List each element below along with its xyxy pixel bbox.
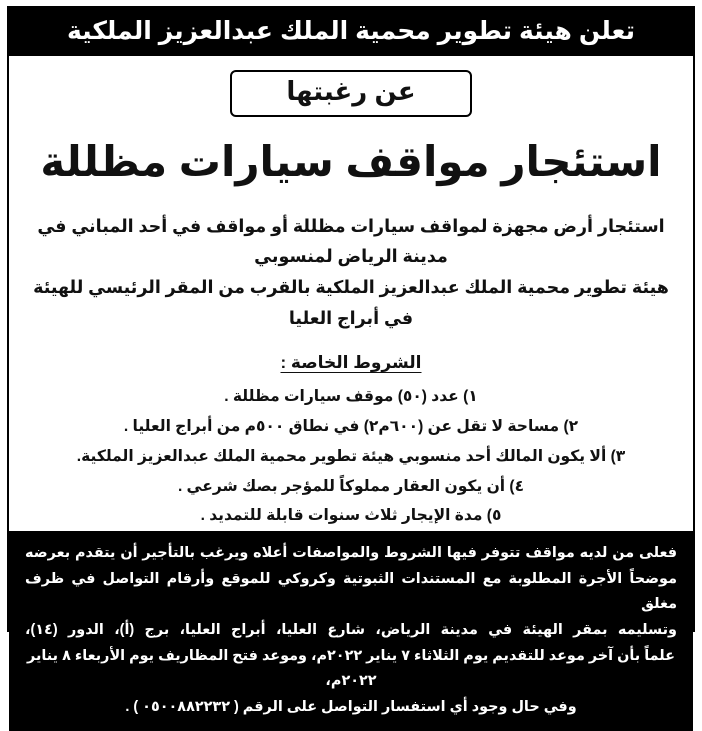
footer-line-1: فعلى من لديه مواقف تتوفر فيها الشروط والمواصفات أعلاه ويرغب بالتأجير أن يتقدم بعرضه [25,545,677,562]
footer-contact-line: وفي حال وجود أي استفسار التواصل على الرقم ( ٠٥٠٠٨٨٢٢٣٢ ) . [125,698,577,715]
conditions-title: الشروط الخاصة : [280,353,422,373]
description-line-2: هيئة تطوير محمية الملك عبدالعزيز الملكية بالقرب من المقر الرئيسي للهيئة في أبراج العليا [33,277,669,328]
advertisement-card [7,6,695,715]
list-item: ٤) أن يكون العقار مملوكاً للمؤجر بصك شرعي . [177,477,525,495]
conditions-list [9,382,693,531]
list-item: ١) عدد (٥٠) موقف سيارات مظللة . [224,388,478,406]
announcement-banner [9,8,693,56]
description-line-1: استئجار أرض مجهزة لمواقف سيارات مظللة أو مواقف في أحد المباني في مدينة الرياض لمنسوبي [37,215,665,267]
footer-instructions [9,531,693,730]
list-item: ٥) مدة الإيجار ثلاث سنوات قابلة للتمديد . [200,507,502,525]
wish-box-container [9,70,693,117]
footer-line-4: علماً بأن آخر موعد للتقديم يوم الثلاثاء ٧ يناير ٢٠٢٢م، وموعد فتح المظاريف يوم الأربعاء ٨ يناير ٢٠٢٢م، [27,647,675,690]
footer-line-2: موضحاً الأجرة المطلوبة مع المستندات الثبوتية وكروكي للموقع وأرقام التواصل في ظرف مغلق [25,570,677,613]
footer-line-3: وتسليمه بمقر الهيئة في مدينة الرياض، شارع العليا، أبراج العليا، برج (أ)، الدور (١٤)، [25,621,677,638]
wish-box: عن رغبتها [230,70,471,117]
description-block [9,211,693,334]
list-item: ٢) مساحة لا تقل عن (٦٠٠م٢) في نطاق ٥٠٠م من أبراج العليا . [123,418,579,436]
announcement-banner-text: تعلن هيئة تطوير محمية الملك عبدالعزيز الملكية [66,17,636,45]
list-item: ٣) ألا يكون المالك أحد منسوبي هيئة تطوير محمية الملك عبدالعزيز الملكية. [76,447,626,465]
page-title: استئجار مواقف سيارات مظللة [40,137,662,185]
